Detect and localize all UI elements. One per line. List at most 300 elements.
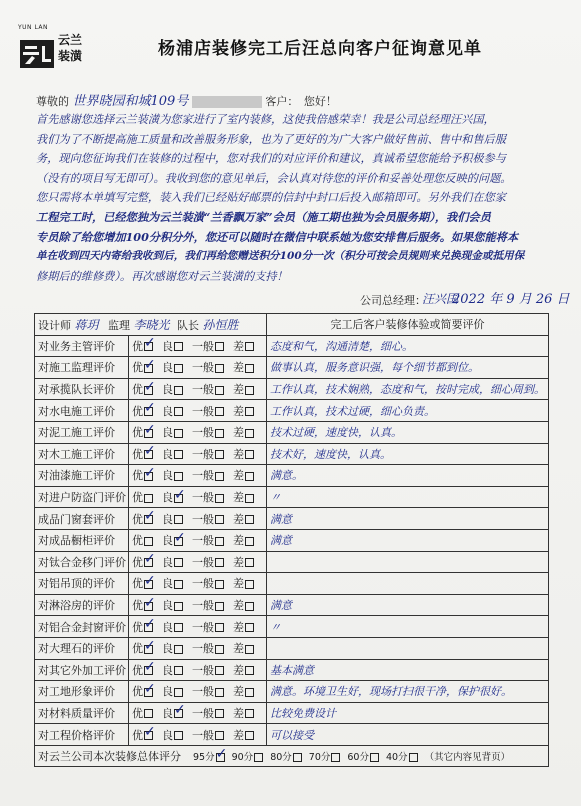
table-row xyxy=(35,702,549,724)
rating-options xyxy=(129,443,267,465)
checkbox[interactable] xyxy=(331,753,340,762)
rating-option[interactable] xyxy=(233,532,255,548)
table-row xyxy=(35,335,549,357)
checkbox[interactable] xyxy=(245,407,254,416)
rating-option-label: 优 xyxy=(132,706,143,720)
rating-option[interactable] xyxy=(233,511,255,527)
row-label: 对工地形象评价 xyxy=(35,681,129,703)
rating-option-label: 一般 xyxy=(192,706,214,720)
rating-option[interactable] xyxy=(132,680,156,699)
checkbox[interactable] xyxy=(254,753,263,762)
rating-option-label: 优 xyxy=(132,426,143,440)
checkbox[interactable] xyxy=(215,645,224,654)
checkbox[interactable] xyxy=(215,429,224,438)
rating-option[interactable] xyxy=(192,640,225,656)
checkbox[interactable] xyxy=(144,400,156,417)
checkbox[interactable] xyxy=(245,342,254,351)
checkbox[interactable] xyxy=(144,335,156,352)
table-row xyxy=(35,508,549,530)
rating-option-label: 良 xyxy=(162,404,173,418)
checkbox[interactable] xyxy=(174,407,183,416)
score-option[interactable] xyxy=(309,749,342,763)
rating-option[interactable] xyxy=(132,464,156,483)
checkbox[interactable] xyxy=(245,364,254,373)
rating-option-label: 优 xyxy=(132,469,143,483)
checkbox[interactable] xyxy=(245,537,254,546)
row-label: 对业务主管评价 xyxy=(35,335,129,357)
score-option-label: 60分 xyxy=(347,752,369,764)
rating-option[interactable] xyxy=(132,356,156,375)
rating-option[interactable] xyxy=(233,597,255,613)
checkmark-icon: ✓ xyxy=(144,594,156,611)
rating-option[interactable] xyxy=(162,467,184,483)
rating-options xyxy=(129,659,267,681)
signature-date: 2022 年 9 月 26 日 xyxy=(452,292,570,307)
rating-option-label: 差 xyxy=(233,512,244,526)
checkbox[interactable] xyxy=(293,753,302,762)
rating-option[interactable] xyxy=(132,489,154,505)
row-label: 对进户防盗门评价 xyxy=(35,486,129,508)
rating-options xyxy=(129,681,267,703)
checkbox[interactable] xyxy=(215,666,224,675)
checkbox[interactable] xyxy=(144,637,156,654)
row-comment[interactable]: 〃 xyxy=(267,616,549,638)
table-row xyxy=(35,400,549,422)
checkbox[interactable] xyxy=(215,602,224,611)
rating-option-label: 一般 xyxy=(192,685,214,699)
rating-option[interactable] xyxy=(233,424,255,440)
rating-option[interactable] xyxy=(162,446,184,462)
row-comment[interactable]: 满意。环境卫生好，现场打扫很干净，保护很好。 xyxy=(267,681,549,703)
score-option[interactable] xyxy=(232,749,265,763)
rating-option[interactable] xyxy=(192,403,225,419)
rating-option[interactable] xyxy=(162,619,184,635)
row-label: 对承揽队长评价 xyxy=(35,378,129,400)
overall-score-label: 对云兰公司本次装修总体评分 xyxy=(38,750,181,764)
checkbox[interactable] xyxy=(174,486,186,503)
checkbox[interactable] xyxy=(174,364,183,373)
checkbox[interactable] xyxy=(174,702,186,719)
row-comment[interactable]: 技术过硬，速度快，认真。 xyxy=(267,421,549,443)
checkbox[interactable] xyxy=(174,645,183,654)
checkbox[interactable] xyxy=(215,731,224,740)
rating-option[interactable] xyxy=(162,511,184,527)
rating-option[interactable] xyxy=(233,705,255,721)
rating-option-label: 良 xyxy=(162,706,173,720)
checkbox[interactable] xyxy=(144,508,156,525)
checkbox[interactable] xyxy=(215,494,224,503)
designer-label: 设计师 xyxy=(38,318,71,332)
rating-option[interactable] xyxy=(132,532,154,548)
checkbox[interactable] xyxy=(174,688,183,697)
rating-option[interactable] xyxy=(132,378,156,397)
rating-option[interactable] xyxy=(162,662,184,678)
rating-option[interactable] xyxy=(192,683,225,699)
rating-option[interactable] xyxy=(192,597,225,613)
row-label: 对材料质量评价 xyxy=(35,702,129,724)
score-option[interactable] xyxy=(270,749,303,763)
checkbox[interactable] xyxy=(174,342,183,351)
rating-option-label: 良 xyxy=(162,728,173,742)
rating-option-label: 差 xyxy=(233,447,244,461)
rating-option[interactable] xyxy=(192,511,225,527)
rating-option[interactable] xyxy=(233,403,255,419)
checkbox[interactable] xyxy=(409,753,418,762)
rating-option[interactable] xyxy=(233,619,255,635)
rating-option[interactable] xyxy=(132,508,156,527)
row-label: 对水电施工评价 xyxy=(35,400,129,422)
checkbox[interactable] xyxy=(174,529,186,546)
rating-option-label: 一般 xyxy=(192,404,214,418)
row-comment[interactable]: 比较免费设计 xyxy=(267,702,549,724)
rating-option[interactable] xyxy=(132,572,156,591)
logo-glyph-icon xyxy=(20,40,54,68)
checkmark-icon: ✓ xyxy=(144,637,156,654)
table-row xyxy=(35,681,549,703)
table-row xyxy=(35,529,549,551)
rating-option[interactable] xyxy=(192,359,225,375)
rating-option[interactable] xyxy=(132,443,156,462)
row-comment[interactable]: 技术好，速度快，认真。 xyxy=(267,443,549,465)
table-row xyxy=(35,616,549,638)
rating-option-label: 良 xyxy=(162,642,173,656)
rating-option-label: 优 xyxy=(132,447,143,461)
rating-option[interactable] xyxy=(162,702,186,721)
rating-option[interactable] xyxy=(162,529,186,548)
rating-option[interactable] xyxy=(132,551,156,570)
rating-option-label: 优 xyxy=(132,512,143,526)
checkbox[interactable] xyxy=(144,572,156,589)
rating-option-label: 差 xyxy=(233,469,244,483)
checkbox[interactable] xyxy=(245,731,254,740)
checkbox[interactable] xyxy=(144,464,156,481)
row-label: 成品门窗套评价 xyxy=(35,508,129,530)
rating-option-label: 差 xyxy=(233,404,244,418)
rating-option[interactable] xyxy=(233,381,255,397)
table-row xyxy=(35,378,549,400)
checkbox[interactable] xyxy=(215,537,224,546)
checkmark-icon: ✓ xyxy=(144,659,156,676)
row-comment[interactable]: 满意 xyxy=(267,508,549,530)
rating-option[interactable] xyxy=(233,489,255,505)
checkbox[interactable] xyxy=(245,429,254,438)
rating-option[interactable] xyxy=(162,424,184,440)
score-option[interactable] xyxy=(193,746,228,764)
checkbox[interactable] xyxy=(174,386,183,395)
rating-option[interactable] xyxy=(233,662,255,678)
row-comment[interactable]: 工作认真，技术过硬，细心负责。 xyxy=(267,400,549,422)
rating-option-label: 一般 xyxy=(192,383,214,397)
rating-option-label: 差 xyxy=(233,663,244,677)
para-line: 务，现向您征询我们在装修的过程中，您对我们的对应评价和建议，真诚希望您能给予积极参与 xyxy=(36,152,506,166)
row-comment[interactable]: 满意 xyxy=(267,529,549,551)
score-option-label: 80分 xyxy=(270,752,292,764)
rating-option-label: 差 xyxy=(233,361,244,375)
rating-option-label: 一般 xyxy=(192,642,214,656)
rating-option-label: 一般 xyxy=(192,620,214,634)
rating-option-label: 良 xyxy=(162,534,173,548)
rating-option[interactable] xyxy=(162,338,184,354)
checkbox[interactable] xyxy=(174,429,183,438)
checkbox[interactable] xyxy=(245,666,254,675)
score-option-label: 70分 xyxy=(308,752,331,764)
checkbox[interactable] xyxy=(245,472,254,481)
rating-options xyxy=(129,702,267,724)
checkbox[interactable] xyxy=(144,594,156,611)
score-option-label: 40分 xyxy=(385,752,408,764)
checkmark-icon: ✓ xyxy=(174,702,186,719)
rating-option[interactable] xyxy=(192,424,225,440)
rating-options xyxy=(129,400,267,422)
rating-option-label: 优 xyxy=(132,383,143,397)
checkbox[interactable] xyxy=(245,709,254,718)
checkbox[interactable] xyxy=(144,356,156,373)
rating-option-label: 良 xyxy=(162,339,173,353)
row-comment[interactable]: 满意。 xyxy=(267,465,549,487)
checkbox[interactable] xyxy=(144,378,156,395)
checkbox[interactable] xyxy=(144,443,156,460)
rating-option-label: 优 xyxy=(132,339,143,353)
rating-option[interactable] xyxy=(132,659,156,678)
salutation-prefix: 尊敬的 xyxy=(36,95,69,108)
checkbox[interactable] xyxy=(215,364,224,373)
table-row xyxy=(35,443,549,465)
checkbox[interactable] xyxy=(144,680,156,697)
table-row xyxy=(35,724,549,746)
rating-option-label: 优 xyxy=(132,404,143,418)
checkbox[interactable] xyxy=(144,724,156,741)
checkbox[interactable] xyxy=(174,558,183,567)
row-label: 对施工监理评价 xyxy=(35,357,129,379)
rating-option[interactable] xyxy=(192,727,225,743)
rating-option[interactable] xyxy=(192,467,225,483)
checkbox[interactable] xyxy=(174,602,183,611)
row-comment[interactable] xyxy=(267,573,549,595)
rating-option[interactable] xyxy=(192,446,225,462)
rating-option-label: 差 xyxy=(233,620,244,634)
row-comment[interactable]: 工作认真，技术娴熟，态度和气，按时完成，细心周到。 xyxy=(267,378,549,400)
rating-options xyxy=(129,529,267,551)
checkbox[interactable] xyxy=(144,616,156,633)
rating-option[interactable] xyxy=(132,400,156,419)
table-row xyxy=(35,551,549,573)
row-label: 对铝合金封窗评价 xyxy=(35,616,129,638)
row-comment[interactable]: 满意 xyxy=(267,594,549,616)
checkbox[interactable] xyxy=(215,688,224,697)
checkbox[interactable] xyxy=(215,746,228,763)
rating-option[interactable] xyxy=(192,662,225,678)
rating-option[interactable] xyxy=(192,489,225,505)
rating-option[interactable] xyxy=(192,338,225,354)
table-row xyxy=(35,486,549,508)
checkbox[interactable] xyxy=(174,450,183,459)
rating-option[interactable] xyxy=(132,335,156,354)
rating-option[interactable] xyxy=(233,467,255,483)
rating-option-label: 一般 xyxy=(192,361,214,375)
rating-option-label: 优 xyxy=(132,620,143,634)
leader-label: 队长 xyxy=(177,318,200,332)
checkbox[interactable] xyxy=(215,407,224,416)
checkbox[interactable] xyxy=(215,515,224,524)
checkbox[interactable] xyxy=(174,731,183,740)
checkbox[interactable] xyxy=(245,623,254,632)
checkbox[interactable] xyxy=(144,421,156,438)
checkbox[interactable] xyxy=(245,580,254,589)
checkbox[interactable] xyxy=(245,645,254,654)
table-body xyxy=(35,314,549,767)
para-line: 首先感谢您选择云兰装潢为您家进行了室内装修，这使我倍感荣幸！我是公司总经理汪兴国， xyxy=(36,113,495,126)
row-comment[interactable] xyxy=(267,637,549,659)
checkbox[interactable] xyxy=(144,494,153,503)
checkbox[interactable] xyxy=(174,666,183,675)
checkbox[interactable] xyxy=(370,753,379,762)
checkmark-icon: ✓ xyxy=(144,421,156,438)
rating-options xyxy=(129,486,267,508)
checkbox[interactable] xyxy=(215,472,224,481)
header-staff-cell xyxy=(35,314,267,336)
signature-name: 汪兴国 xyxy=(422,292,459,306)
checkbox[interactable] xyxy=(245,602,254,611)
rating-options xyxy=(129,335,267,357)
logo-latin: YUN LAN xyxy=(18,24,49,31)
rating-option[interactable] xyxy=(192,705,225,721)
row-label: 对铝吊顶的评价 xyxy=(35,573,129,595)
rating-option[interactable] xyxy=(132,724,156,743)
logo-name xyxy=(58,32,108,64)
checkbox[interactable] xyxy=(174,472,183,481)
rating-option[interactable] xyxy=(132,616,156,635)
rating-option[interactable] xyxy=(132,594,156,613)
checkbox[interactable] xyxy=(174,623,183,632)
checkbox[interactable] xyxy=(245,386,254,395)
row-comment[interactable]: 基本满意 xyxy=(267,659,549,681)
checkmark-icon: ✓ xyxy=(144,400,156,417)
checkbox[interactable] xyxy=(215,623,224,632)
rating-option-label: 优 xyxy=(132,599,143,613)
checkmark-icon: ✓ xyxy=(174,529,186,546)
rating-option[interactable] xyxy=(233,727,255,743)
checkmark-icon: ✓ xyxy=(144,616,156,633)
logo-name-line2: 装潢 xyxy=(58,49,83,63)
rating-option[interactable] xyxy=(162,486,186,505)
rating-option[interactable] xyxy=(192,619,225,635)
rating-option-label: 一般 xyxy=(192,512,214,526)
row-comment[interactable]: 〃 xyxy=(267,486,549,508)
rating-option[interactable] xyxy=(132,705,154,721)
table-row xyxy=(35,465,549,487)
score-option[interactable] xyxy=(386,749,419,763)
rating-option[interactable] xyxy=(162,575,184,591)
row-comment[interactable] xyxy=(267,551,549,573)
rating-option[interactable] xyxy=(233,338,255,354)
redacted-block xyxy=(192,96,262,108)
checkbox[interactable] xyxy=(245,450,254,459)
rating-option[interactable] xyxy=(162,640,184,656)
rating-option[interactable] xyxy=(162,359,184,375)
rating-option[interactable] xyxy=(132,421,156,440)
leader-name: 孙恒胜 xyxy=(202,317,239,332)
rating-option[interactable] xyxy=(233,359,255,375)
company-logo xyxy=(18,24,108,70)
rating-option[interactable] xyxy=(162,403,184,419)
rating-option-label: 差 xyxy=(233,534,244,548)
checkbox[interactable] xyxy=(215,709,224,718)
rating-option-label: 优 xyxy=(132,663,143,677)
rating-options xyxy=(129,594,267,616)
checkbox[interactable] xyxy=(174,580,183,589)
row-label: 对泥工施工评价 xyxy=(35,421,129,443)
rating-option-label: 优 xyxy=(132,728,143,742)
rating-option-label: 一般 xyxy=(192,577,214,591)
para-line: 工程完工时，已经您独为云兰装潢“兰香飘万家”会员（施工期也独为会员服务期），我们会员 xyxy=(36,209,491,224)
rating-option[interactable] xyxy=(233,446,255,462)
checkbox[interactable] xyxy=(245,688,254,697)
checkbox[interactable] xyxy=(144,537,153,546)
rating-option[interactable] xyxy=(192,554,225,570)
checkbox[interactable] xyxy=(144,659,156,676)
logo-mark xyxy=(18,24,58,70)
rating-option[interactable] xyxy=(162,381,184,397)
checkbox[interactable] xyxy=(174,515,183,524)
checkbox[interactable] xyxy=(215,342,224,351)
table-row xyxy=(35,573,549,595)
overall-score-row xyxy=(35,745,549,767)
rating-option[interactable] xyxy=(192,575,225,591)
rating-option-label: 一般 xyxy=(192,728,214,742)
checkbox[interactable] xyxy=(215,450,224,459)
rating-option-label: 良 xyxy=(162,620,173,634)
overall-note: （其它内容见背页） xyxy=(424,752,511,764)
salutation xyxy=(36,90,337,109)
row-comment[interactable]: 做事认真，服务意识强，每个细节都到位。 xyxy=(267,357,549,379)
checkbox[interactable] xyxy=(215,386,224,395)
row-comment[interactable]: 态度和气，沟通清楚，细心。 xyxy=(267,335,549,357)
rating-option-label: 一般 xyxy=(192,555,214,569)
rating-option[interactable] xyxy=(233,640,255,656)
rating-options xyxy=(129,357,267,379)
checkbox[interactable] xyxy=(144,551,156,568)
rating-option-label: 差 xyxy=(233,577,244,591)
checkbox[interactable] xyxy=(245,494,254,503)
row-label: 对工程价格评价 xyxy=(35,724,129,746)
rating-option[interactable] xyxy=(233,575,255,591)
rating-option[interactable] xyxy=(162,683,184,699)
checkbox[interactable] xyxy=(144,709,153,718)
rating-option[interactable] xyxy=(192,381,225,397)
rating-option-label: 一般 xyxy=(192,534,214,548)
rating-option[interactable] xyxy=(162,554,184,570)
row-comment[interactable]: 可以接受 xyxy=(267,724,549,746)
checkbox[interactable] xyxy=(245,558,254,567)
rating-option-label: 优 xyxy=(132,685,143,699)
score-option-label: 90分 xyxy=(231,752,254,764)
row-label: 对油漆施工评价 xyxy=(35,465,129,487)
rating-option-label: 良 xyxy=(162,491,173,505)
rating-option[interactable] xyxy=(233,554,255,570)
rating-option[interactable] xyxy=(132,637,156,656)
checkbox[interactable] xyxy=(245,515,254,524)
rating-option[interactable] xyxy=(192,532,225,548)
salutation-suffix: 客户： 您好！ xyxy=(265,95,337,108)
checkbox[interactable] xyxy=(215,558,224,567)
rating-option-label: 优 xyxy=(132,361,143,375)
rating-option[interactable] xyxy=(233,683,255,699)
checkbox[interactable] xyxy=(215,580,224,589)
rating-option[interactable] xyxy=(162,727,184,743)
rating-option[interactable] xyxy=(162,597,184,613)
para-line: 专员除了给您增加100分积分外，您还可以随时在微信中联系她为您安排售后服务。如果您能将本 xyxy=(36,229,519,244)
score-option[interactable] xyxy=(347,749,380,763)
